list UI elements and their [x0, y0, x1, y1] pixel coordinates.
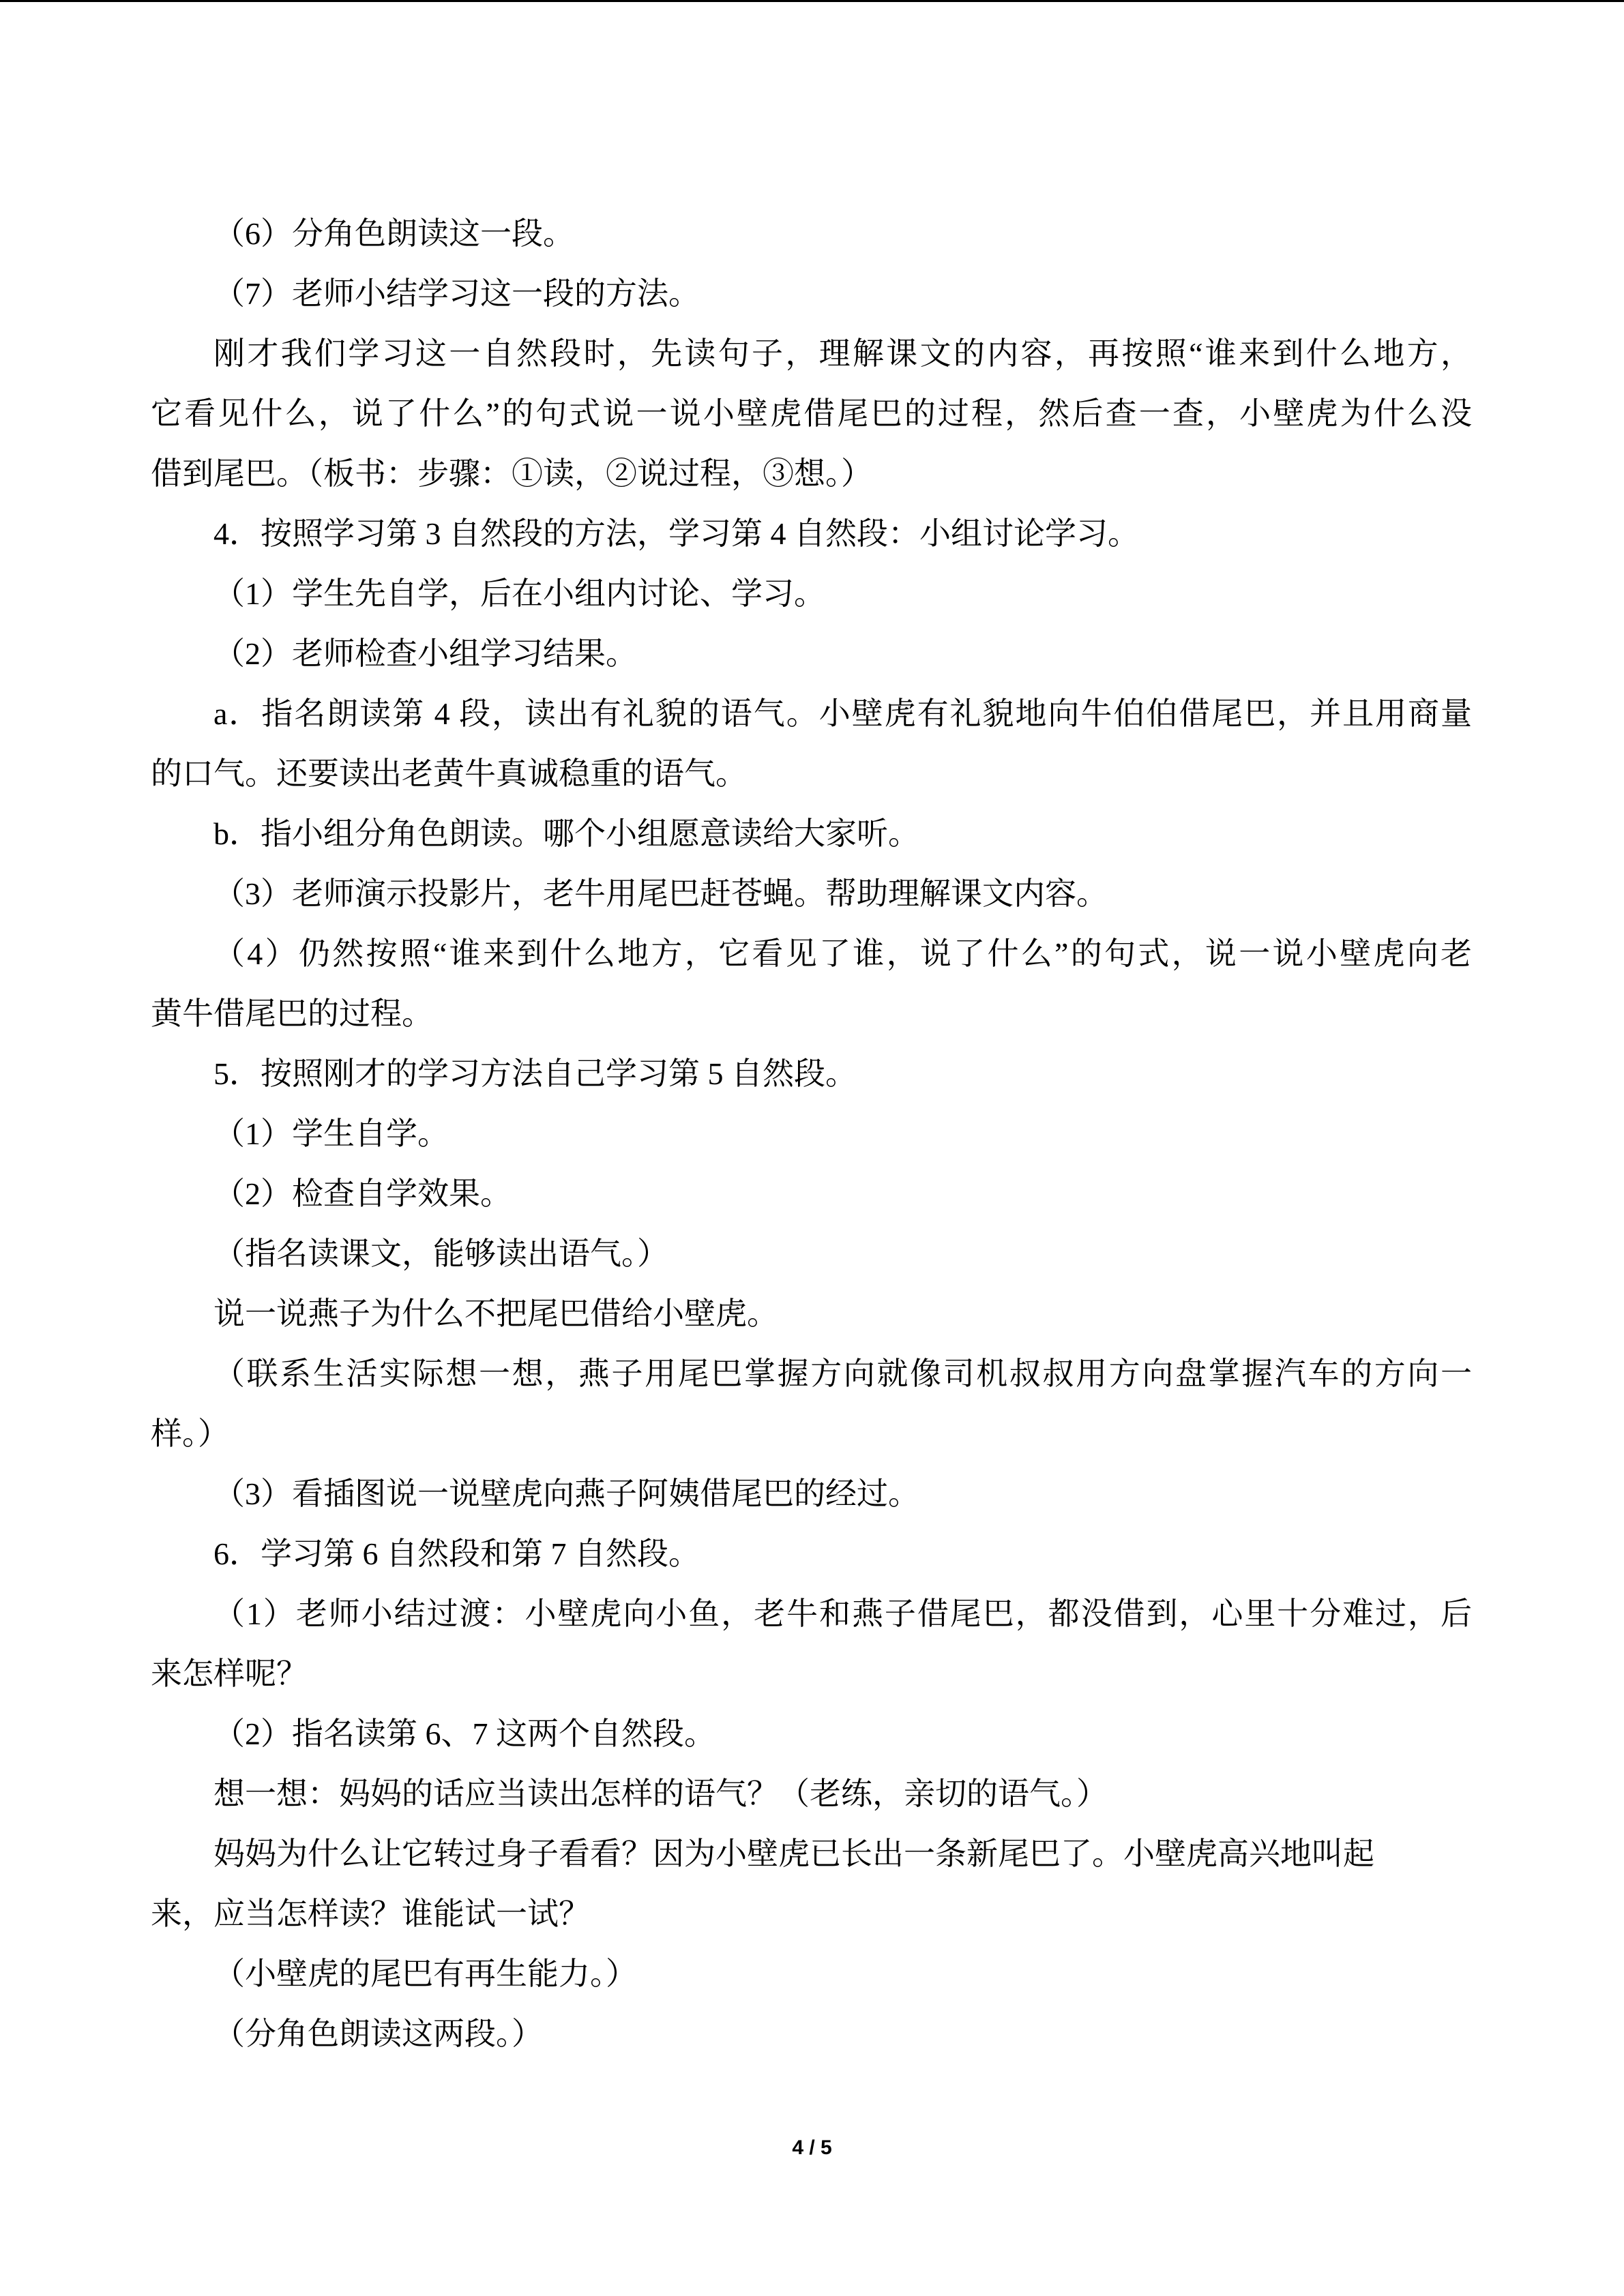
paragraph — [151, 564, 1472, 624]
text-line: （2）检查自学效果。 — [213, 1176, 512, 1211]
top-border-rule — [0, 0, 1624, 2]
text-line: （2）指名读第 6、7 这两个自然段。 — [213, 1716, 715, 1751]
paragraph — [151, 324, 1472, 504]
text-line: （1）学生先自学，后在小组内讨论、学习。 — [213, 576, 825, 611]
text-line: （3）看插图说一说壁虎向燕子阿姨借尾巴的经过。 — [213, 1476, 919, 1511]
text-line: （2）老师检查小组学习结果。 — [213, 636, 637, 671]
text-line: （联系生活实际想一想，燕子用尾巴掌握方向就像司机叔叔用方向盘掌握汽车的方向一 — [213, 1356, 1472, 1391]
paragraph — [151, 1704, 1472, 1764]
document-body — [151, 204, 1472, 2064]
text-line: （指名读课文，能够读出语气。） — [213, 1236, 668, 1271]
paragraph — [151, 1464, 1472, 1524]
text-line: b．指小组分角色朗读。哪个小组愿意读给大家听。 — [213, 816, 919, 851]
text-line: （6）分角色朗读这一段。 — [213, 216, 574, 251]
text-line: 来怎样呢？ — [151, 1656, 308, 1691]
paragraph — [151, 1764, 1472, 1824]
text-line: （1）学生自学。 — [213, 1116, 449, 1151]
paragraph — [151, 624, 1472, 684]
text-line: （4）仍然按照“谁来到什么地方，它看见了谁，说了什么”的句式，说一说小壁虎向老 — [213, 936, 1472, 971]
text-line: （3）老师演示投影片，老牛用尾巴赶苍蝇。帮助理解课文内容。 — [213, 876, 1108, 911]
text-line: （1）老师小结过渡：小壁虎向小鱼，老牛和燕子借尾巴，都没借到，心里十分难过，后 — [213, 1596, 1472, 1631]
paragraph — [151, 1044, 1472, 1104]
paragraph — [151, 1524, 1472, 1584]
paragraph — [151, 1224, 1472, 1284]
paragraph — [151, 1584, 1472, 1704]
paragraph — [151, 2004, 1472, 2064]
paragraph — [151, 1164, 1472, 1224]
paragraph — [151, 1944, 1472, 2004]
text-line: 说一说燕子为什么不把尾巴借给小壁虎。 — [213, 1296, 778, 1331]
text-line: 刚才我们学习这一自然段时，先读句子，理解课文的内容，再按照“谁来到什么地方， — [213, 336, 1472, 371]
text-line: a．指名朗读第 4 段，读出有礼貌的语气。小壁虎有礼貌地向牛伯伯借尾巴，并且用商量 — [213, 696, 1472, 731]
text-line: （7）老师小结学习这一段的方法。 — [213, 276, 700, 311]
text-line: 想一想：妈妈的话应当读出怎样的语气？（老练，亲切的语气。） — [213, 1776, 1108, 1811]
text-line: 借到尾巴。（板书：步骤：①读，②说过程，③想。） — [151, 456, 872, 491]
paragraph — [151, 1284, 1472, 1344]
paragraph — [151, 864, 1472, 924]
text-line: 4．按照学习第 3 自然段的方法，学习第 4 自然段：小组讨论学习。 — [213, 516, 1139, 551]
text-line: 5．按照刚才的学习方法自己学习第 5 自然段。 — [213, 1056, 857, 1091]
text-line: 黄牛借尾巴的过程。 — [151, 996, 433, 1031]
paragraph — [151, 684, 1472, 804]
text-line: 6．学习第 6 自然段和第 7 自然段。 — [213, 1536, 700, 1571]
paragraph — [151, 1344, 1472, 1464]
paragraph — [151, 804, 1472, 864]
paragraph — [151, 924, 1472, 1044]
text-line: 来，应当怎样读？谁能试一试？ — [151, 1896, 590, 1931]
page-number: 4 / 5 — [792, 2136, 832, 2159]
text-line: 妈妈为什么让它转过身子看看？因为小壁虎已长出一条新尾巴了。小壁虎高兴地叫起 — [213, 1836, 1374, 1871]
paragraph — [151, 264, 1472, 324]
text-line: 样。） — [151, 1416, 229, 1451]
paragraph — [151, 504, 1472, 564]
paragraph — [151, 1104, 1472, 1164]
text-line: （小壁虎的尾巴有再生能力。） — [213, 1956, 637, 1991]
paragraph — [151, 1824, 1472, 1944]
text-line: 它看见什么，说了什么”的句式说一说小壁虎借尾巴的过程，然后查一查，小壁虎为什么没 — [151, 396, 1472, 431]
paragraph — [151, 204, 1472, 264]
text-line: 的口气。还要读出老黄牛真诚稳重的语气。 — [151, 756, 747, 791]
text-line: （分角色朗读这两段。） — [213, 2016, 543, 2051]
